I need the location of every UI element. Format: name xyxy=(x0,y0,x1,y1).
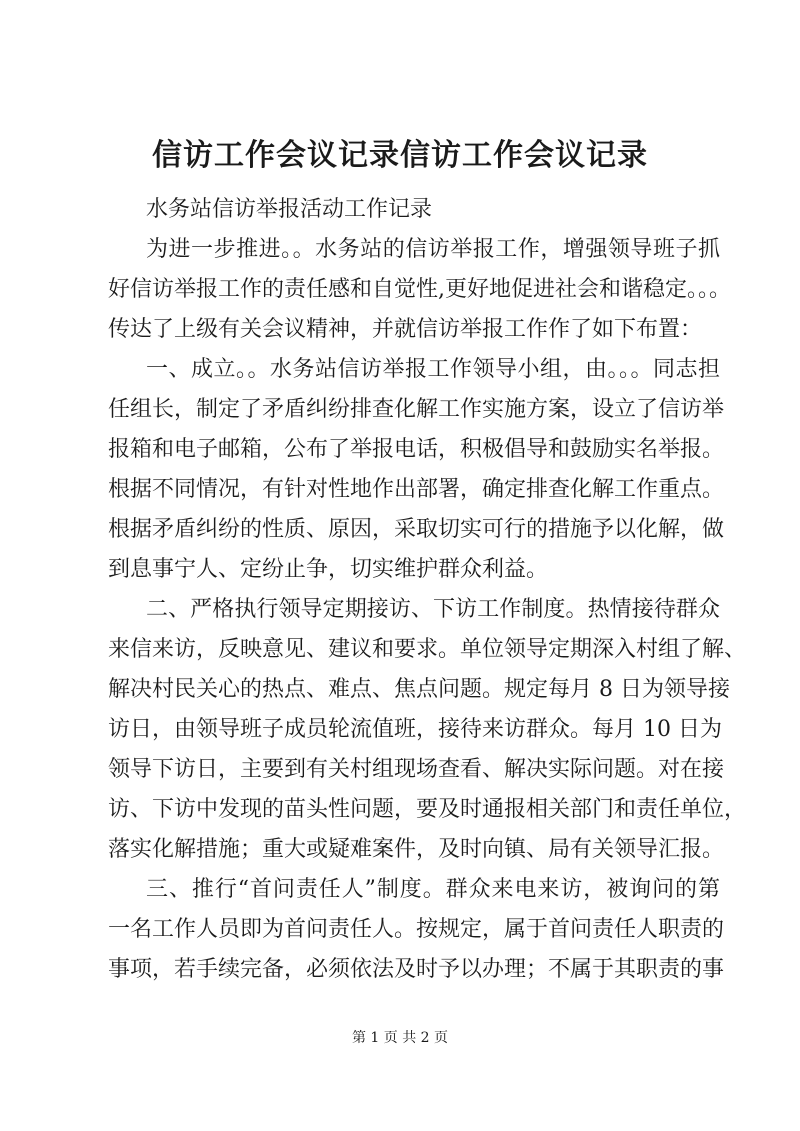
subtitle-line: 水务站信访举报活动工作记录 xyxy=(146,197,433,222)
paragraph-line: 三、推行“首问责任人”制度。群众来电来访，被询问的第 xyxy=(146,877,720,902)
paragraph-line: 访、下访中发现的苗头性问题，要及时通报相关部门和责任单位， xyxy=(108,797,747,822)
paragraph-line: 为进一步推进。。水务站的信访举报工作，增强领导班子抓 xyxy=(146,237,720,262)
paragraph-line: 一、成立。。水务站信访举报工作领导小组，由。。。同志担 xyxy=(146,357,720,382)
document-title: 信访工作会议记录信访工作会议记录 xyxy=(152,138,648,173)
paragraph-line: 根据不同情况，有针对性地作出部署，确定排查化解工作重点。 xyxy=(108,477,725,502)
paragraph-line: 报箱和电子邮箱，公布了举报电话，积极倡导和鼓励实名举报。 xyxy=(108,437,725,462)
paragraph-line: 二、严格执行领导定期接访、下访工作制度。热情接待群众 xyxy=(146,597,720,622)
paragraph-line: 任组长，制定了矛盾纠纷排查化解工作实施方案，设立了信访举 xyxy=(108,397,725,422)
paragraph-line: 传达了上级有关会议精神，并就信访举报工作作了如下布置： xyxy=(108,317,703,342)
paragraph-line: 来信来访，反映意见、建议和要求。单位领导定期深入村组了解、 xyxy=(108,637,747,662)
paragraph-line: 事项，若手续完备，必须依法及时予以办理；不属于其职责的事 xyxy=(108,957,725,982)
paragraph-line: 解决村民关心的热点、难点、焦点问题。规定每月 8 日为领导接 xyxy=(108,677,730,702)
paragraph-line: 根据矛盾纠纷的性质、原因，采取切实可行的措施予以化解，做 xyxy=(108,517,725,542)
document-body xyxy=(108,190,747,990)
page-number-footer: 第 1 页 共 2 页 xyxy=(351,1030,449,1046)
paragraph-line: 好信访举报工作的责任感和自觉性,更好地促进社会和谐稳定。。。 xyxy=(108,277,731,302)
paragraph-line: 访日，由领导班子成员轮流值班，接待来访群众。每月 10 日为 xyxy=(108,717,722,742)
paragraph-line: 到息事宁人、定纷止争，切实维护群众利益。 xyxy=(108,557,549,582)
paragraph-line: 一名工作人员即为首问责任人。按规定，属于首问责任人职责的 xyxy=(108,917,725,942)
paragraph-line: 领导下访日，主要到有关村组现场查看、解决实际问题。对在接 xyxy=(108,757,725,782)
paragraph-line: 落实化解措施；重大或疑难案件，及时向镇、局有关领导汇报。 xyxy=(108,837,725,862)
